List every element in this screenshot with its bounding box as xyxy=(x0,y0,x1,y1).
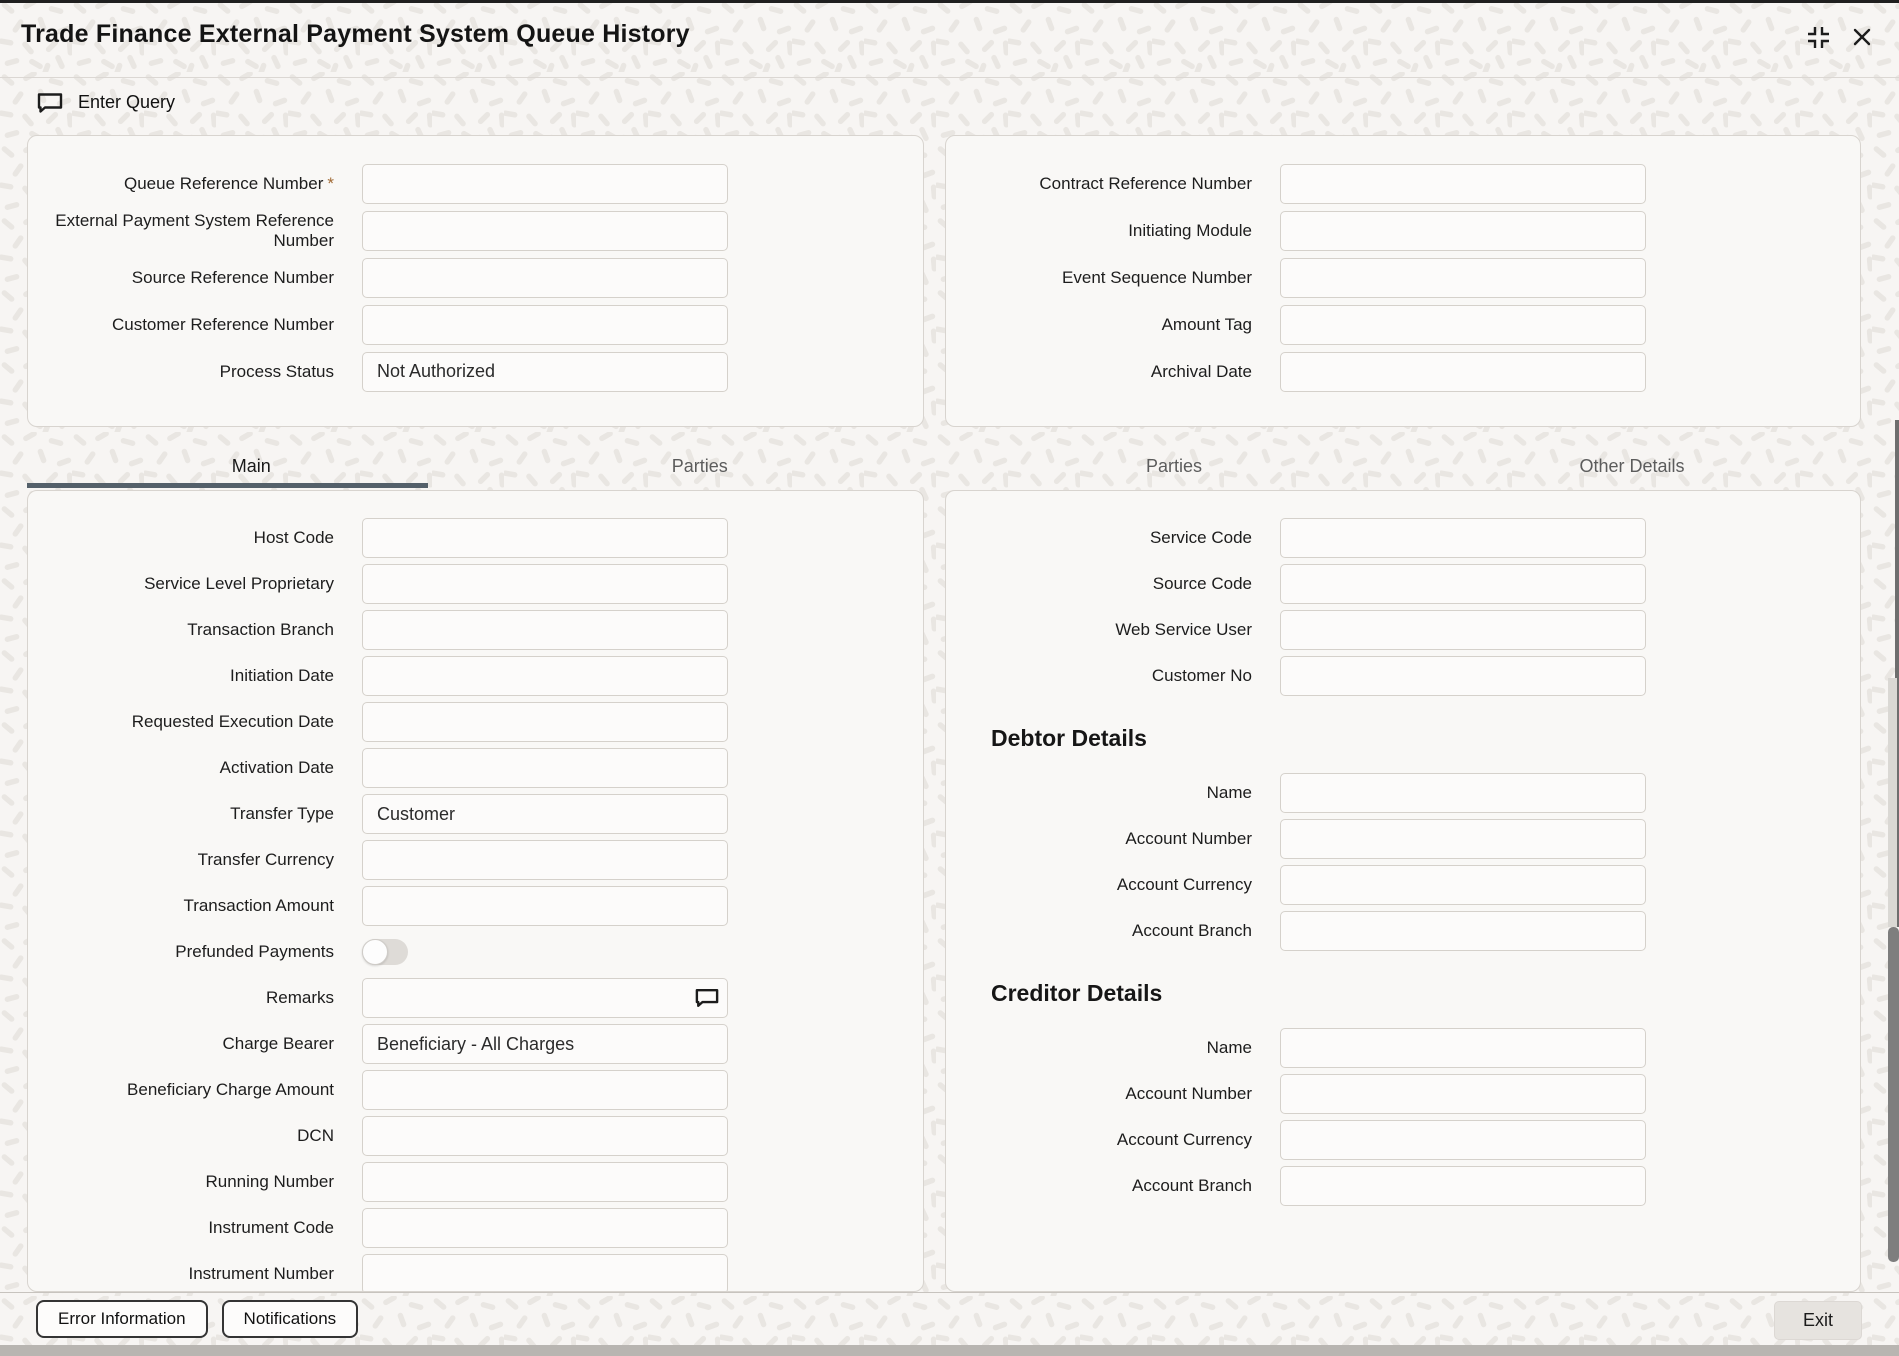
contract-reference-number-input[interactable] xyxy=(1280,164,1646,204)
notifications-button[interactable]: Notifications xyxy=(222,1300,359,1338)
initiating-module-input[interactable] xyxy=(1280,211,1646,251)
field-label: Instrument Number xyxy=(188,1264,334,1284)
form-row xyxy=(946,1071,1860,1117)
service-code-input[interactable] xyxy=(1280,518,1646,558)
form-row xyxy=(28,883,923,929)
form-row xyxy=(946,1025,1860,1071)
close-window-button[interactable] xyxy=(1847,22,1877,52)
field-label: Queue Reference Number xyxy=(123,173,324,193)
form-row xyxy=(946,254,1860,301)
field-label: Service Code xyxy=(1149,528,1252,548)
tab-parties-right[interactable]: Parties xyxy=(1145,455,1203,476)
field-label: Remarks xyxy=(265,988,334,1008)
form-row xyxy=(28,207,923,254)
field-label: Amount Tag xyxy=(1161,314,1252,334)
scrollbar-inner-thumb[interactable] xyxy=(1888,678,1897,927)
creditor-account-currency-input[interactable] xyxy=(1280,1120,1646,1160)
field-label: Transfer Currency xyxy=(197,850,334,870)
field-label: Account Number xyxy=(1125,829,1252,849)
service-level-proprietary-input[interactable] xyxy=(362,564,728,604)
field-label: Name xyxy=(1206,783,1252,803)
debtor-account-currency-input[interactable] xyxy=(1280,865,1646,905)
form-row xyxy=(28,301,923,348)
field-label: Source Code xyxy=(1152,574,1252,594)
host-code-input[interactable] xyxy=(362,518,728,558)
debtor-account-number-input[interactable] xyxy=(1280,819,1646,859)
form-row xyxy=(28,837,923,883)
scrollbar-thumb[interactable] xyxy=(1888,927,1899,1262)
window-bottom-edge xyxy=(0,1345,1899,1356)
field-label: DCN xyxy=(297,1126,334,1146)
close-icon xyxy=(1851,26,1873,48)
form-row xyxy=(28,1113,923,1159)
form-row xyxy=(946,770,1860,816)
field-label: Prefunded Payments xyxy=(175,942,334,962)
event-sequence-number-input[interactable] xyxy=(1280,258,1646,298)
queue-reference-number-input[interactable] xyxy=(362,164,728,204)
form-row xyxy=(28,653,923,699)
creditor-account-number-input[interactable] xyxy=(1280,1074,1646,1114)
field-label: Process Status xyxy=(219,361,334,381)
field-label: Account Currency xyxy=(1116,875,1252,895)
toggle-knob xyxy=(362,939,388,965)
archival-date-input[interactable] xyxy=(1280,352,1646,392)
charge-bearer-input[interactable] xyxy=(362,1024,728,1064)
form-row xyxy=(28,929,923,975)
field-label: Customer Reference Number xyxy=(111,314,334,334)
field-label: Account Number xyxy=(1125,1084,1252,1104)
source-reference-number-input[interactable] xyxy=(362,258,728,298)
required-marker: * xyxy=(327,173,334,193)
form-row xyxy=(28,745,923,791)
field-label: Initiating Module xyxy=(1128,220,1252,240)
field-label: Host Code xyxy=(253,528,334,548)
field-label: Initiation Date xyxy=(230,666,334,686)
field-label: Customer No xyxy=(1151,666,1252,686)
field-label: Account Currency xyxy=(1116,1130,1252,1150)
external-payment-system-reference-number-input[interactable] xyxy=(362,211,728,251)
debtor-name-input[interactable] xyxy=(1280,773,1646,813)
beneficiary-charge-amount-input[interactable] xyxy=(362,1070,728,1110)
field-label: Name xyxy=(1206,1038,1252,1058)
tab-parties-left[interactable]: Parties xyxy=(671,455,728,476)
form-row xyxy=(946,207,1860,254)
transaction-amount-input[interactable] xyxy=(362,886,728,926)
instrument-number-input[interactable] xyxy=(362,1254,728,1292)
form-row xyxy=(28,1159,923,1205)
amount-tag-input[interactable] xyxy=(1280,305,1646,345)
form-row xyxy=(28,699,923,745)
form-row xyxy=(28,975,923,1021)
field-label: Source Reference Number xyxy=(131,267,334,287)
restore-window-button[interactable] xyxy=(1803,22,1833,52)
field-label: Service Level Proprietary xyxy=(144,574,334,594)
transfer-type-input[interactable] xyxy=(362,794,728,834)
tab-bar-left xyxy=(27,445,924,487)
field-label: Archival Date xyxy=(1150,361,1252,381)
form-row xyxy=(28,160,923,207)
transfer-currency-input[interactable] xyxy=(362,840,728,880)
debtor-account-branch-input[interactable] xyxy=(1280,911,1646,951)
restore-icon xyxy=(1805,24,1832,51)
page-title: Trade Finance External Payment System Queue History xyxy=(21,20,690,48)
form-row xyxy=(946,816,1860,862)
form-row xyxy=(946,561,1860,607)
field-label: Instrument Code xyxy=(208,1218,334,1238)
enter-query-action[interactable] xyxy=(36,90,175,115)
form-row xyxy=(946,607,1860,653)
form-row xyxy=(28,254,923,301)
form-row xyxy=(28,1205,923,1251)
field-label: Transfer Type xyxy=(230,804,334,824)
field-label: Charge Bearer xyxy=(222,1034,334,1054)
form-row xyxy=(28,515,923,561)
activation-date-input[interactable] xyxy=(362,748,728,788)
creditor-details-heading: Creditor Details xyxy=(991,980,1163,1006)
field-label: Contract Reference Number xyxy=(1039,173,1252,193)
form-row xyxy=(28,791,923,837)
dcn-input[interactable] xyxy=(362,1116,728,1156)
form-row xyxy=(946,515,1860,561)
debtor-details-heading: Debtor Details xyxy=(991,725,1147,751)
field-label: Transaction Branch xyxy=(187,620,334,640)
field-label: Account Branch xyxy=(1131,1176,1252,1196)
transaction-branch-input[interactable] xyxy=(362,610,728,650)
field-label: External Payment System Reference Number xyxy=(55,210,334,250)
form-row xyxy=(28,607,923,653)
running-number-input[interactable] xyxy=(362,1162,728,1202)
field-label: Running Number xyxy=(205,1172,334,1192)
field-label: Requested Execution Date xyxy=(131,712,334,732)
details-panel xyxy=(945,490,1861,1292)
field-label: Web Service User xyxy=(1115,620,1252,640)
process-status-input[interactable] xyxy=(362,352,728,392)
creditor-name-input[interactable] xyxy=(1280,1028,1646,1068)
initiation-date-input[interactable] xyxy=(362,656,728,696)
form-row xyxy=(28,1067,923,1113)
web-service-user-input[interactable] xyxy=(1280,610,1646,650)
prefunded-payments-toggle[interactable] xyxy=(362,939,408,965)
form-row xyxy=(946,1117,1860,1163)
form-row xyxy=(946,653,1860,699)
tab-main[interactable]: Main xyxy=(27,445,476,487)
instrument-code-input[interactable] xyxy=(362,1208,728,1248)
window-controls xyxy=(1803,22,1877,52)
tab-bar-right xyxy=(945,445,1861,487)
form-row xyxy=(28,348,923,395)
error-information-button[interactable]: Error Information xyxy=(36,1300,208,1338)
footer-bar xyxy=(0,1292,1899,1345)
field-label: Activation Date xyxy=(219,758,334,778)
customer-reference-number-input[interactable] xyxy=(362,305,728,345)
enter-query-label: Enter Query xyxy=(78,92,176,112)
creditor-account-branch-input[interactable] xyxy=(1280,1166,1646,1206)
field-label: Event Sequence Number xyxy=(1062,267,1252,287)
form-row xyxy=(946,160,1860,207)
form-row xyxy=(28,1021,923,1067)
field-label: Account Branch xyxy=(1131,921,1252,941)
form-row xyxy=(946,348,1860,395)
customer-no-input[interactable] xyxy=(1280,656,1646,696)
form-row xyxy=(946,908,1860,954)
remarks-speech-bubble-icon[interactable] xyxy=(694,986,720,1009)
form-row xyxy=(28,1251,923,1292)
source-code-input[interactable] xyxy=(1280,564,1646,604)
main-tab-panel xyxy=(27,490,924,1292)
requested-execution-date-input[interactable] xyxy=(362,702,728,742)
form-row xyxy=(946,301,1860,348)
field-label: Beneficiary Charge Amount xyxy=(127,1080,334,1100)
query-panel-right xyxy=(945,135,1861,427)
exit-button[interactable]: Exit xyxy=(1774,1301,1862,1340)
remarks-input[interactable] xyxy=(362,978,728,1018)
form-row xyxy=(946,862,1860,908)
window-header xyxy=(0,0,1899,78)
query-panel-left xyxy=(27,135,924,427)
field-label: Transaction Amount xyxy=(183,896,334,916)
speech-bubble-icon xyxy=(36,90,64,115)
tab-other-details[interactable]: Other Details xyxy=(1579,455,1685,476)
form-row xyxy=(28,561,923,607)
form-row xyxy=(946,1163,1860,1209)
